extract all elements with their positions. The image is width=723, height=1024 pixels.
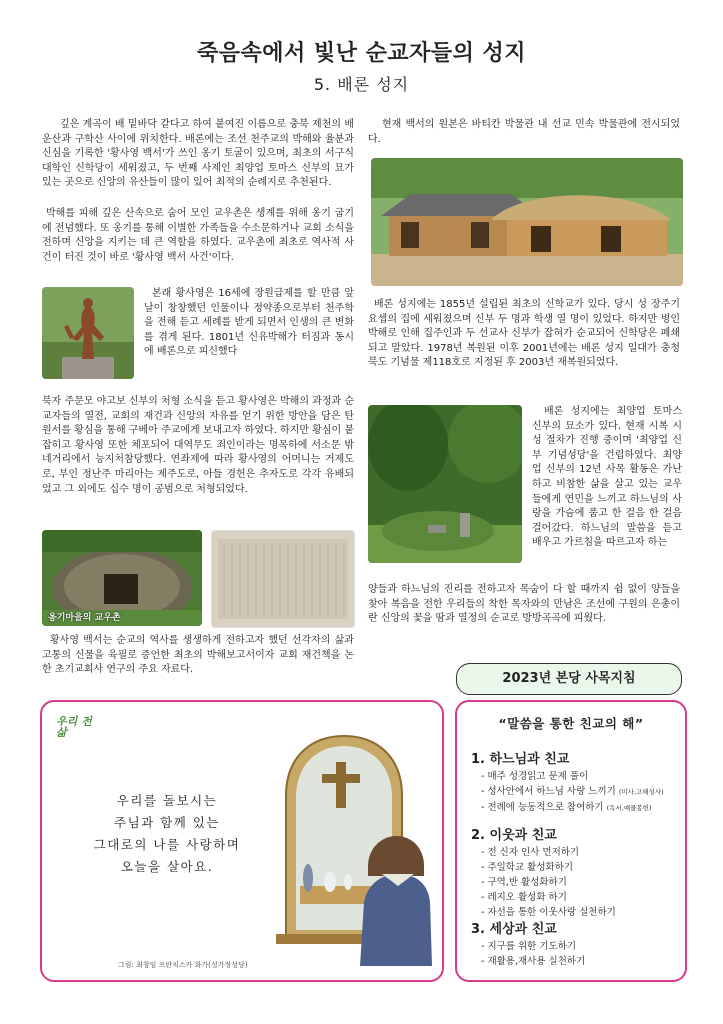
paragraph-significance: 황사영 백서는 순교의 역사를 생생하게 전하고자 했던 선각자의 삶과 고통의 신물을 육필로 증언한 최초의 박해보고서이자 교회 재건책을 논한 초기교회사 연구의 주요 자료다. xyxy=(42,635,354,676)
pastoral-section-2 xyxy=(471,824,681,920)
poem-line: 그대로의 나를 사랑하며 xyxy=(93,837,241,852)
paragraph-shepherd: 양들과 하느님의 진리를 전하고자 목숨이 다 할 때까지 쉼 없이 양들을 찾아 복음을 전한 우리들의 착한 목자와의 만남은 조선에 구원의 은총이란 신앙의 꽃을 땀과 열정의 순교로 방방곡곡에 피웠다. xyxy=(368,584,680,625)
pastoral-section-1 xyxy=(471,748,681,816)
baekseo-silk-photo xyxy=(211,530,355,628)
poem-line: 오늘을 살아요. xyxy=(120,859,214,874)
paragraph-hwang: 본래 황사영은 16세에 장원급제를 할 만큼 앞날이 창창했던 인물이나 정약종으로부터 천주학을 전해 듣고 세례를 받게 되면서 인생의 큰 변화를 겪게 된다. 1801년 신유박해가 터짐과 동시에 배론으로 피신했다 xyxy=(144,288,354,358)
pastoral-section-3 xyxy=(471,918,681,969)
list-item: - 레지오 활성화 하기 xyxy=(481,892,567,903)
pastoral-box xyxy=(455,700,687,982)
section-title: 2. 이웃과 친교 xyxy=(471,828,557,843)
list-item: - 주일학교 활성화하기 xyxy=(481,862,574,873)
poem xyxy=(62,790,272,878)
list-item: - 지구를 위한 기도하기 xyxy=(481,941,577,952)
page-subtitle: 5. 배론 성지 xyxy=(313,75,410,94)
paragraph-seminary: 배론 성지에는 1855년 설립된 최초의 신학교가 있다. 당시 성 장주기 요셉의 집에 세워졌으며 신부 두 명과 학생 열 명이 있었다. 하지만 병인박해로 인해 집주인과 두 선교사 신부가 잡혀가 순교되어 신학당은 폐쇄되고 말았다. 1978년 복원된 이후 2001년에는 배론 성지 일대가 충청북도 기념물 제118호로 지정된 후 2003년 재복원되었다. xyxy=(368,299,680,369)
statue-photo xyxy=(42,287,134,379)
list-item: - 재활용,재사용 실천하기 xyxy=(481,956,586,967)
list-item-note: (독서,예물봉헌) xyxy=(606,804,652,812)
list-item xyxy=(481,784,681,800)
art-credit: 그림: 최창임 프란치스카 화가(성가정성당) xyxy=(118,961,248,969)
paragraph-baekseo: 북자 주문모 야고보 신부의 처형 소식을 듣고 황사영은 박해의 과정과 순교자들의 열전, 교회의 재건과 신앙의 자유를 얻기 위한 방안을 담은 탄원서를 황심을 통해 구베아 주교에게 보내고자 하였다. 하지만 황심이 붙잡히고 황사영 또한 체포되어 대역무도 죄인이라는 명목하에 서소문 밖 네거리에서 능지처참당했다. 연좌제에 따라 황사영의 어머니는 거제도로, 부인 정난주 마리아는 제주도로, 아들 경헌은 추자도로 각각 유배되었고 그 외에도 십수 명이 공범으로 처형되었다. xyxy=(42,396,354,495)
seminary-photo xyxy=(371,158,683,286)
list-item xyxy=(481,800,681,816)
page-title: 죽음속에서 빛난 순교자들의 성지 xyxy=(196,41,526,66)
pastoral-motto: “말씀을 통한 친교의 해” xyxy=(498,716,644,731)
list-item xyxy=(481,769,681,784)
art-box xyxy=(40,700,444,982)
paragraph-kyouchon: 박해를 피해 깊은 산속으로 숨어 모인 교우촌은 생계를 위해 옹기 굽기에 전념했다. 또 옹기를 통해 이별한 가족들을 수소문하거나 교회 소식을 전하며 신앙을 지키는 데 큰 역할을 하였다. 교우촌에 최초로 역사적 사건이 터진 것이 바로 '황사영 백서 사건'이다. xyxy=(42,208,354,263)
tomb-photo xyxy=(368,405,522,563)
poem-line: 주님과 함께 있는 xyxy=(114,815,220,830)
mirror-illustration xyxy=(272,726,432,966)
list-item-text: - 매주 성경읽고 문제 풀이 xyxy=(481,771,589,782)
list-item-note: (미사,고해성사) xyxy=(618,788,664,796)
onggi-village-photo xyxy=(42,530,202,626)
section-title: 3. 세상과 친교 xyxy=(471,922,557,937)
list-item: - 구역,반 활성화하기 xyxy=(481,877,567,888)
list-item-text: - 성사안에서 하느님 사랑 느끼기 xyxy=(481,786,616,797)
list-item-text: - 전례에 능동적으로 참여하기 xyxy=(481,802,604,813)
section-title: 1. 하느님과 친교 xyxy=(471,752,570,767)
logo: 우리 전 삶 xyxy=(56,715,92,739)
photo-caption: 옹기마을의 교우촌 xyxy=(48,613,121,623)
paragraph-original: 현재 백서의 원본은 바티칸 박물관 내 선교 민속 박물관에 전시되었다. xyxy=(368,119,680,145)
poem-line: 우리를 돌보시는 xyxy=(116,793,218,808)
pastoral-heading: 2023년 본당 사목지침 xyxy=(456,663,682,695)
list-item: - 전 신자 인사 먼저하기 xyxy=(481,847,580,858)
paragraph-tomb: 배론 성지에는 최양업 토마스 신부의 묘소가 있다. 현재 시복 시성 절차가 진행 중이며 '최양업 신부 기념성당'을 건립하였다. 최양업 신부의 12년 사목 활동은 가난하고 비참한 삶을 살고 있는 교우들에게 연민을 느끼고 하느님의 사랑을 가슴에 품고 한 걸음 한 걸음 걸어갔다. 하느님의 말씀을 듣고 배우고 가르침을 따르고자 하는 xyxy=(532,406,682,549)
paragraph-intro: 깊은 계곡이 배 밑바닥 같다고 하여 붙여진 이름으로 충북 제천의 배운산과 구학산 사이에 위치한다. 배론에는 조선 천주교의 박해와 율분과 신심을 기록한 '황사영 백서'가 쓰인 옹기 토굴이 있으며, 최초의 서구식 대학인 신학당이 세워졌고, 두 번째 사제인 최양업 토마스 신부의 묘가 있는 곳으로 신앙의 유산들이 많이 있어 최적의 순례지로 추천된다. xyxy=(42,119,354,189)
list-item: - 자선을 통한 이웃사랑 실천하기 xyxy=(481,907,616,918)
